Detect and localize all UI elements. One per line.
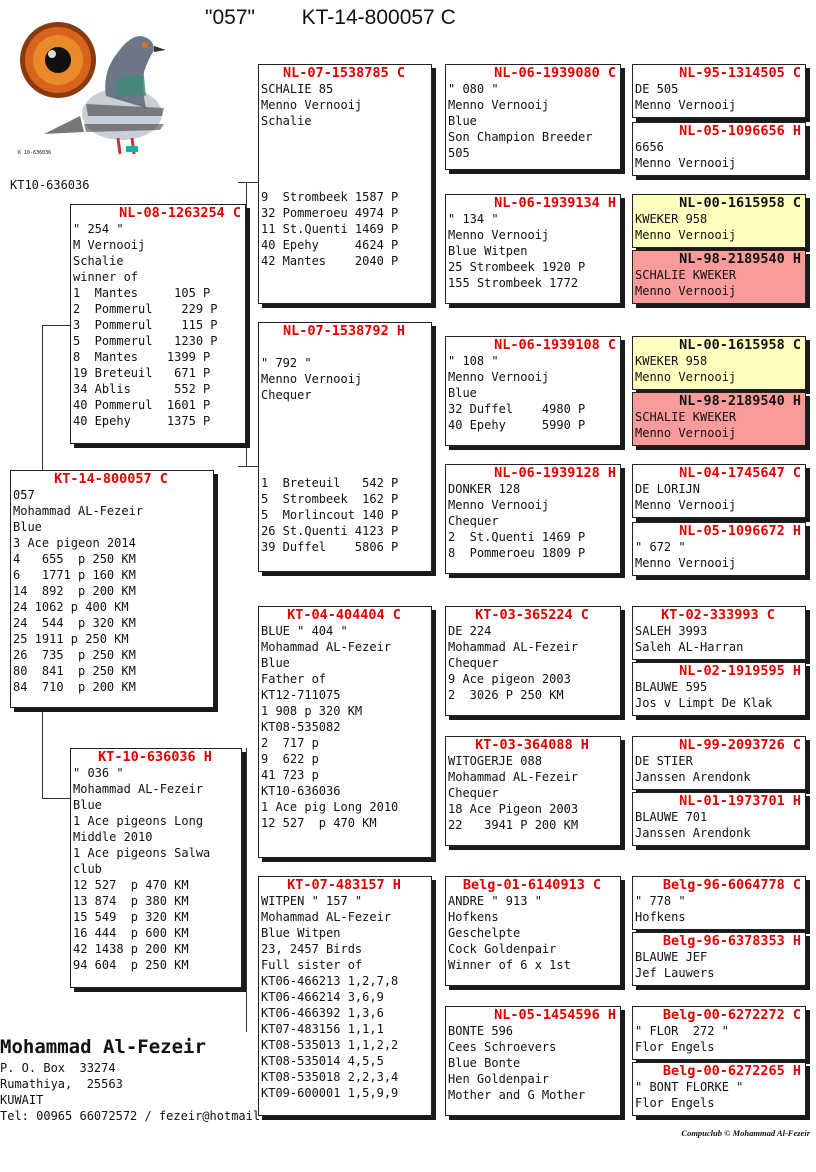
detail-line: KWEKER 958 <box>635 354 708 368</box>
detail-line: 1 Mantes 105 P <box>73 286 211 300</box>
detail-line: 24 544 p 320 KM <box>13 616 136 630</box>
detail-line: Menno Vernooij <box>635 284 737 298</box>
detail-line: " FLOR 272 " <box>635 1024 729 1038</box>
detail-line: Mother and G Mother <box>448 1088 586 1102</box>
detail-line: 32 Pommeroeu 4974 P <box>261 206 399 220</box>
detail-line: 6 1771 p 160 KM <box>13 568 136 582</box>
copyright-footer: Compuclub © Mohammad Al-Fezeir <box>681 1128 810 1138</box>
detail-line: KT07-483156 1,1,1 <box>261 1022 384 1036</box>
owner-contact-line: Tel: 00965 66072572 / fezeir@hotmail. <box>0 1109 268 1123</box>
detail-line: " BONT FLORKE " <box>635 1080 744 1094</box>
gen5-card[interactable] <box>632 336 806 390</box>
detail-line: Mohammad AL-Fezeir <box>261 910 392 924</box>
detail-line: 16 444 p 600 KM <box>73 926 189 940</box>
detail-line: 26 735 p 250 KM <box>13 648 136 662</box>
gen5-card[interactable] <box>632 522 806 576</box>
detail-line: WITPEN " 157 " <box>261 894 363 908</box>
pigeon-name: "057" <box>205 6 255 29</box>
ring-number: NL-98-2189540 H <box>679 393 801 409</box>
connector-line <box>238 466 258 467</box>
detail-line: Menno Vernooij <box>448 98 550 112</box>
detail-line: Flor Engels <box>635 1096 715 1110</box>
detail-line: Winner of 6 x 1st <box>448 958 571 972</box>
detail-line: 4 655 p 250 KM <box>13 552 136 566</box>
detail-line: " 134 " <box>448 212 499 226</box>
detail-line: SALEH 3993 <box>635 624 708 638</box>
detail-line: 22 3941 P 200 KM <box>448 818 579 832</box>
detail-line: Menno Vernooij <box>448 498 550 512</box>
detail-line: Mohammad AL-Fezeir <box>448 770 579 784</box>
detail-line: 42 1438 p 200 KM <box>73 942 189 956</box>
gen5-card[interactable] <box>632 662 806 716</box>
detail-line: BLUE " 404 " <box>261 624 348 638</box>
ring-number: NL-00-1615958 C <box>679 337 801 353</box>
detail-line: BLAUWE 595 <box>635 680 708 694</box>
detail-line: 2 Pommerul 229 P <box>73 302 218 316</box>
ring-number: NL-00-1615958 C <box>679 195 801 211</box>
detail-line: 94 604 p 250 KM <box>73 958 189 972</box>
detail-line: Chequer <box>448 656 499 670</box>
detail-line: KT08-535082 <box>261 720 341 734</box>
detail-line: Mohammad AL-Fezeir <box>261 640 392 654</box>
detail-line: 39 Duffel 5806 P <box>261 540 399 554</box>
gen4-card[interactable] <box>445 876 621 986</box>
detail-line: 1 Ace pigeons Salwa <box>73 846 211 860</box>
detail-line: Blue Bonte <box>448 1056 521 1070</box>
detail-line: winner of <box>73 270 139 284</box>
detail-line: 8 Mantes 1399 P <box>73 350 211 364</box>
detail-line: KT06-466392 1,3,6 <box>261 1006 384 1020</box>
detail-line: Menno Vernooij <box>261 98 363 112</box>
detail-line: DE 505 <box>635 82 679 96</box>
owner-address-line: P. O. Box 33274 <box>0 1061 116 1075</box>
detail-line: 40 Pommerul 1601 P <box>73 398 211 412</box>
detail-line: 057 <box>13 488 35 502</box>
detail-line: BLAUWE 701 <box>635 810 708 824</box>
gen4-card[interactable] <box>445 464 621 574</box>
detail-line: WITOGERJE 088 <box>448 754 542 768</box>
gen5-card[interactable] <box>632 932 806 986</box>
subject-pedigree-card[interactable] <box>10 470 214 708</box>
detail-line: " 080 " <box>448 82 499 96</box>
ring-number: NL-02-1919595 H <box>679 663 801 679</box>
detail-line: 1 Ace pig Long 2010 <box>261 800 399 814</box>
detail-line: 1 908 p 320 KM <box>261 704 363 718</box>
detail-line: 5 Strombeek 162 P <box>261 492 399 506</box>
detail-line: 40 Epehy 5990 P <box>448 418 586 432</box>
detail-line: 9 Strombeek 1587 P <box>261 190 399 204</box>
ring-number: NL-06-1939128 H <box>494 465 616 481</box>
detail-line: 3 Ace pigeon 2014 <box>13 536 136 550</box>
ring-number: Belg-00-6272265 H <box>662 1063 801 1079</box>
photo-tiny-caption: K 10-636036 <box>18 150 52 156</box>
detail-line: Menno Vernooij <box>635 370 737 384</box>
gen4-card[interactable] <box>445 1006 621 1116</box>
detail-line: 18 Ace Pigeon 2003 <box>448 802 579 816</box>
detail-line: Chequer <box>448 786 499 800</box>
detail-line: " 108 " <box>448 354 499 368</box>
ring-number: KT-03-364088 H <box>475 737 589 753</box>
detail-line: Cock Goldenpair <box>448 942 557 956</box>
detail-line: Saleh AL-Harran <box>635 640 744 654</box>
detail-line: KT08-535013 1,1,2,2 <box>261 1038 399 1052</box>
detail-line: 25 Strombeek 1920 P <box>448 260 586 274</box>
sire-pedigree-card[interactable] <box>70 204 246 444</box>
detail-line: 2 St.Quenti 1469 P <box>448 530 586 544</box>
detail-line: Blue Witpen <box>261 926 341 940</box>
detail-line: club <box>73 862 102 876</box>
detail-line: 32 Duffel 4980 P <box>448 402 586 416</box>
detail-line: " 792 " <box>261 356 312 370</box>
detail-line: KT09-600001 1,5,9,9 <box>261 1086 399 1100</box>
detail-line: KT08-535018 2,2,3,4 <box>261 1070 399 1084</box>
pigeon-illustration-icon <box>14 12 174 162</box>
owner-address-line: Rumathiya, 25563 <box>0 1077 123 1091</box>
detail-line: 5 Pommerul 1230 P <box>73 334 218 348</box>
detail-line: DE STIER <box>635 754 693 768</box>
ring-number: NL-06-1939134 H <box>494 195 616 211</box>
pigeon-ring: KT-14-800057 C <box>301 6 456 29</box>
detail-line: Father of <box>261 672 327 686</box>
ring-number: NL-05-1096672 H <box>679 523 801 539</box>
gen5-card[interactable] <box>632 606 806 660</box>
gen4-card[interactable] <box>445 194 621 304</box>
detail-line: KWEKER 958 <box>635 212 708 226</box>
detail-line: 13 874 p 380 KM <box>73 894 189 908</box>
subject-details <box>11 487 213 695</box>
detail-line: 155 Strombeek 1772 <box>448 276 579 290</box>
ring-number: KT-07-483157 H <box>287 877 401 893</box>
detail-line: ANDRE " 913 " <box>448 894 542 908</box>
detail-line: Menno Vernooij <box>635 228 737 242</box>
detail-line: 9 Ace pigeon 2003 <box>448 672 571 686</box>
detail-line: 2 717 p <box>261 736 319 750</box>
detail-line: Jef Lauwers <box>635 966 715 980</box>
detail-line: Middle 2010 <box>73 830 153 844</box>
ring-number: KT-14-800057 C <box>54 471 168 487</box>
page-title <box>205 6 456 30</box>
detail-line: DE 224 <box>448 624 492 638</box>
gen5-card[interactable] <box>632 1062 806 1116</box>
ring-number: Belg-96-6064778 C <box>662 877 801 893</box>
dam-pedigree-card[interactable] <box>70 748 242 988</box>
detail-line: SCHALIE 85 <box>261 82 334 96</box>
detail-line: 9 622 p <box>261 752 319 766</box>
detail-line: 23, 2457 Birds <box>261 942 363 956</box>
detail-line: Cees Schroevers <box>448 1040 557 1054</box>
detail-line: 15 549 p 320 KM <box>73 910 189 924</box>
ring-number: NL-99-2093726 C <box>679 737 801 753</box>
detail-line: 41 723 p <box>261 768 319 782</box>
gen4-card[interactable] <box>445 736 621 846</box>
detail-line: Blue <box>448 386 477 400</box>
detail-line: DE LORIJN <box>635 482 701 496</box>
detail-line: Menno Vernooij <box>635 98 737 112</box>
detail-line: Mohammad AL-Fezeir <box>73 782 204 796</box>
ring-number: Belg-96-6378353 H <box>662 933 801 949</box>
connector-line <box>238 182 258 183</box>
detail-line: 42 Mantes 2040 P <box>261 254 399 268</box>
detail-line: 40 Epehy 4624 P <box>261 238 399 252</box>
detail-line: 12 527 p 470 KM <box>73 878 189 892</box>
detail-line: 25 1911 p 250 KM <box>13 632 129 646</box>
detail-line: 3 Pommerul 115 P <box>73 318 218 332</box>
detail-line: 1 Ace pigeons Long <box>73 814 204 828</box>
ring-number: NL-06-1939080 C <box>494 65 616 81</box>
detail-line: BLAUWE JEF <box>635 950 708 964</box>
detail-line: Blue <box>261 656 290 670</box>
detail-line: 40 Epehy 1375 P <box>73 414 211 428</box>
detail-line: Hen Goldenpair <box>448 1072 550 1086</box>
detail-line: Janssen Arendonk <box>635 826 751 840</box>
gen4-card[interactable] <box>445 606 621 716</box>
detail-line: Menno Vernooij <box>635 426 737 440</box>
detail-line: Menno Vernooij <box>635 156 737 170</box>
detail-line: Menno Vernooij <box>635 498 737 512</box>
gen5-card[interactable] <box>632 122 806 176</box>
ring-number: KT-10-636036 H <box>98 749 212 765</box>
detail-line: 14 892 p 200 KM <box>13 584 136 598</box>
ring-number: NL-07-1538785 C <box>283 65 405 81</box>
detail-line: Jos v Limpt De Klak <box>635 696 773 710</box>
ring-number: KT-04-404404 C <box>287 607 401 623</box>
ring-number: NL-07-1538792 H <box>283 323 405 339</box>
ring-number: NL-98-2189540 H <box>679 251 801 267</box>
ring-number: NL-01-1973701 H <box>679 793 801 809</box>
ring-number: KT-03-365224 C <box>475 607 589 623</box>
detail-line: Hofkens <box>448 910 499 924</box>
detail-line: 80 841 p 250 KM <box>13 664 136 678</box>
detail-line: KT08-535014 4,5,5 <box>261 1054 384 1068</box>
ring-number: NL-06-1939108 C <box>494 337 616 353</box>
detail-line: KT12-711075 <box>261 688 341 702</box>
gen5-card[interactable] <box>632 194 806 248</box>
gen5-card[interactable] <box>632 736 806 790</box>
detail-line: 24 1062 p 400 KM <box>13 600 129 614</box>
gen4-card[interactable] <box>445 64 621 170</box>
detail-line: 12 527 p 470 KM <box>261 816 377 830</box>
ring-number: NL-05-1454596 H <box>494 1007 616 1023</box>
connector-line <box>42 325 71 471</box>
detail-line: Full sister of <box>261 958 363 972</box>
connector-line <box>42 708 71 799</box>
owner-name: Mohammad Al-Fezeir <box>0 1036 206 1058</box>
detail-line: KT06-466213 1,2,7,8 <box>261 974 399 988</box>
detail-line: 26 St.Quenti 4123 P <box>261 524 399 538</box>
granddam-dam-side-pedigree-card[interactable] <box>258 876 432 1116</box>
detail-line: Flor Engels <box>635 1040 715 1054</box>
ring-number: NL-04-1745647 C <box>679 465 801 481</box>
ring-number: Belg-00-6272272 C <box>662 1007 801 1023</box>
detail-line: 8 Pommeroeu 1809 P <box>448 546 586 560</box>
detail-line: 6656 <box>635 140 664 154</box>
detail-line: Chequer <box>261 388 312 402</box>
detail-line: Schalie <box>261 114 312 128</box>
pigeon-photo <box>14 12 174 162</box>
gen5-card[interactable] <box>632 876 806 930</box>
detail-line: " 778 " <box>635 894 686 908</box>
detail-line: Geschelpte <box>448 926 521 940</box>
detail-line: 505 <box>448 146 470 160</box>
ring-number: NL-95-1314505 C <box>679 65 801 81</box>
detail-line: 1 Breteuil 542 P <box>261 476 399 490</box>
detail-line: KT10-636036 <box>261 784 341 798</box>
detail-line: Chequer <box>448 514 499 528</box>
detail-line: 19 Breteuil 671 P <box>73 366 211 380</box>
gen5-card[interactable] <box>632 392 806 446</box>
detail-line: " 672 " <box>635 540 686 554</box>
detail-line: Mohammad AL-Fezeir <box>13 504 144 518</box>
detail-line: 11 St.Quenti 1469 P <box>261 222 399 236</box>
detail-line: Menno Vernooij <box>261 372 363 386</box>
detail-line: Menno Vernooij <box>448 228 550 242</box>
ring-number: NL-05-1096656 H <box>679 123 801 139</box>
detail-line: 5 Morlincout 140 P <box>261 508 399 522</box>
detail-line: Blue Witpen <box>448 244 528 258</box>
detail-line: Son Champion Breeder <box>448 130 593 144</box>
detail-line: BONTE 596 <box>448 1024 514 1038</box>
ring-number: KT-02-333993 C <box>661 607 775 623</box>
ring-number: Belg-01-6140913 C <box>462 877 602 893</box>
gen4-card[interactable] <box>445 336 621 446</box>
detail-line: Schalie <box>73 254 124 268</box>
detail-line: 34 Ablis 552 P <box>73 382 211 396</box>
granddam-pedigree-card[interactable] <box>258 322 432 572</box>
detail-line: Janssen Arendonk <box>635 770 751 784</box>
detail-line: DONKER 128 <box>448 482 521 496</box>
detail-line: KT06-466214 3,6,9 <box>261 990 384 1004</box>
detail-line: " 254 " <box>73 222 124 236</box>
detail-line: " 036 " <box>73 766 124 780</box>
owner-address-line: KUWAIT <box>0 1093 44 1107</box>
detail-line: Hofkens <box>635 910 686 924</box>
grandsire-pedigree-card[interactable] <box>258 64 432 304</box>
ring-number: NL-08-1263254 C <box>119 205 241 221</box>
detail-line: Menno Vernooij <box>448 370 550 384</box>
gen5-card[interactable] <box>632 464 806 518</box>
grandsire-dam-side-pedigree-card[interactable] <box>258 606 432 858</box>
gen5-card[interactable] <box>632 64 806 118</box>
gen5-card[interactable] <box>632 1006 806 1060</box>
detail-line: M Vernooij <box>73 238 146 252</box>
detail-line: Menno Vernooij <box>635 556 737 570</box>
detail-line: SCHALIE KWEKER <box>635 268 737 282</box>
detail-line: Blue <box>448 114 477 128</box>
detail-line: Blue <box>13 520 42 534</box>
detail-line: SCHALIE KWEKER <box>635 410 737 424</box>
gen5-card[interactable] <box>632 250 806 304</box>
detail-line: Blue <box>73 798 102 812</box>
photo-caption: KT10-636036 <box>10 178 90 192</box>
gen5-card[interactable] <box>632 792 806 846</box>
detail-line: 84 710 p 200 KM <box>13 680 136 694</box>
detail-line: 2 3026 P 250 KM <box>448 688 564 702</box>
detail-line: Mohammad AL-Fezeir <box>448 640 579 654</box>
